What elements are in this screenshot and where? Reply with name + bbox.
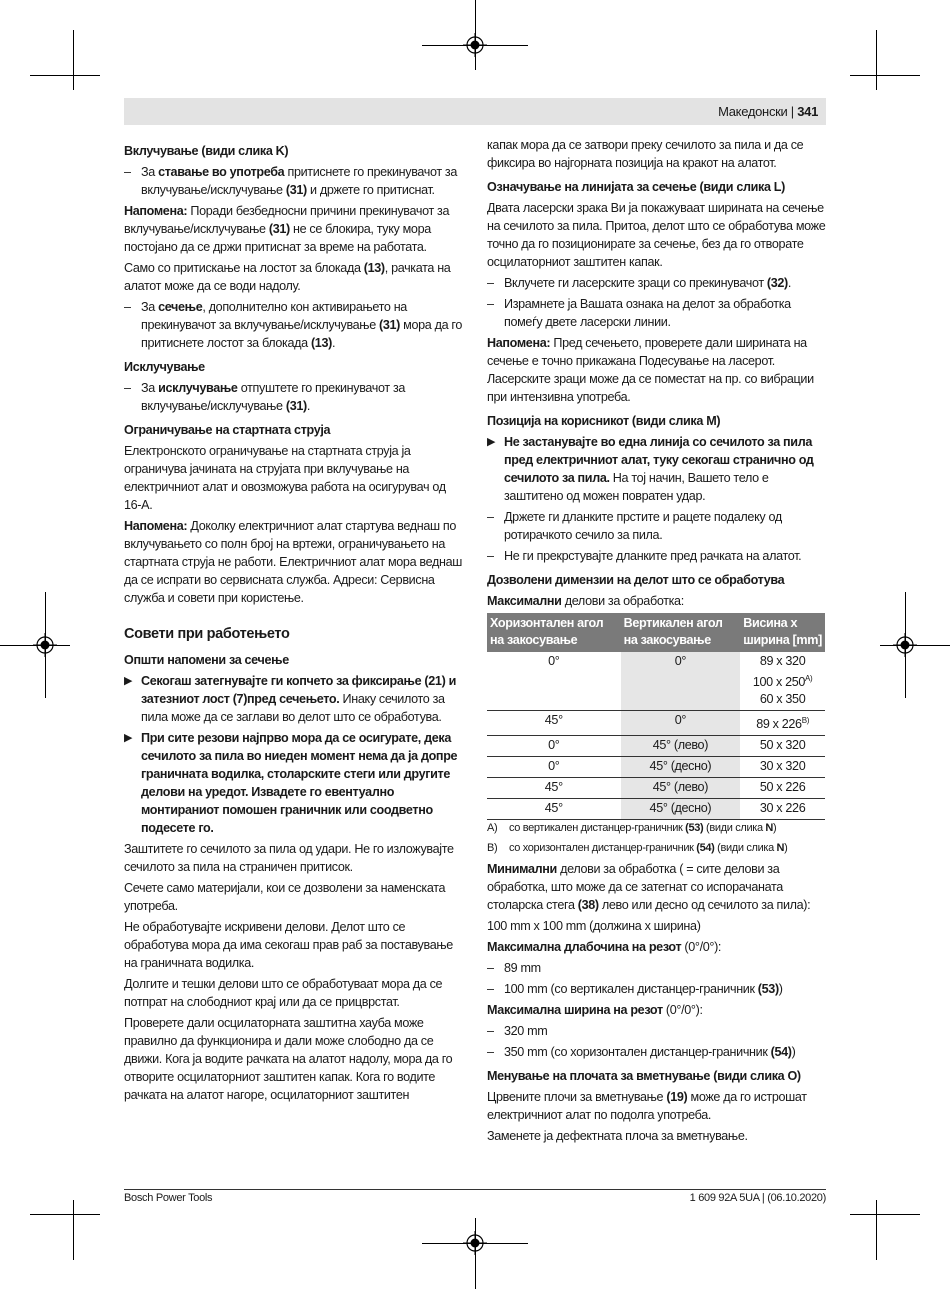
dash-list-item [487,1022,827,1040]
text-run: со хоризонтален дистанцер-граничник [509,842,697,855]
section-heading [124,625,464,643]
dimension-cell [740,711,825,736]
text-run: со вертикален дистанцер-граничник [509,822,686,835]
paragraph [487,860,827,914]
bold-text: N [776,842,785,855]
text-run: За [141,165,159,179]
text-run: Совети при работењето [124,626,290,642]
dash-list-item [487,295,827,331]
bold-text: (54) [770,1045,792,1060]
right-column [487,136,827,1148]
dimension-text: 89 x 226 [756,717,802,732]
table-row [487,652,825,711]
text-run: Доколку електричниот алат стартува веднаш по вклучувањето со полн број на вртежи, ограничувањето на стартната струја не работи. Електричниот алат мора веднаш да се испрати во сервисната служба. Адреси: Сервисна служба и совети при користење. [124,519,462,605]
bold-text: (31) [285,183,307,197]
footnote-key: A) [487,822,498,835]
bold-text: Максимални [487,594,562,608]
paragraph [487,917,827,935]
text-run: делови за обработка: [561,594,684,608]
text-run: ) [784,842,788,855]
bold-text: сечење [158,300,203,314]
horizontal-angle-cell: 0° [487,757,621,778]
text-run: (0°/0°): [681,940,722,955]
dimension-text: 30 x 226 [759,801,806,816]
text-run: Вклучување (види слика K) [124,144,289,158]
text-run: делови за обработка ( = сите делови за обработка, што може да се затегнат со испорачаната столарска стега [487,862,783,913]
table-header-cell: Висина x ширина [mm] [740,613,825,652]
dimension-cell [740,778,825,799]
warning-item [124,729,464,837]
section-heading [124,651,464,669]
bold-text: Напомена: [487,336,551,350]
bold-text: Максимална длабочина на резот [487,940,682,955]
bold-text: (13) [310,336,332,350]
text-run: Поради безбедносни причини прекинувачот за вклучување/исклучување [124,204,450,236]
dash-list-item [487,1043,827,1061]
footer-brand: Bosch Power Tools [124,1192,213,1204]
crop-mark-line [850,75,920,76]
footer-doc-id: 1 609 92A 5UA | (06.10.2020) [689,1192,826,1204]
paragraph [124,202,464,256]
horizontal-angle-cell: 45° [487,711,621,736]
bold-text: (38) [577,898,599,913]
text-run: 100 mm x 100 mm (должина x ширина) [487,919,701,934]
dash-list-item [124,379,464,415]
table-footnote [487,840,827,857]
bold-text: (53) [757,982,779,997]
left-column [124,136,464,1107]
dimension-value [743,758,822,775]
paragraph [124,442,464,514]
section-heading [487,412,827,430]
text-run: (види слика [714,842,777,855]
paragraph [124,918,464,972]
dash-list-item [487,274,827,292]
vertical-angle-cell: 0° [621,711,741,736]
horizontal-angle-cell: 0° [487,736,621,757]
paragraph [487,1001,827,1019]
dimension-text: 60 x 350 [759,692,806,707]
bold-text: Минимални [487,862,557,877]
table-row [487,778,825,799]
arrow-bullet-icon: ▶ [487,436,496,448]
text-run: Долгите и тешки делови што се обработуваат мора да се потпрат на слободниот крај или да се прицврстат. [124,977,443,1009]
text-run: Двата ласерски зрака Ви ја покажуваат ширината на сечење на сечилото за пила. Притоа, делот што се обработува може точно да го позиционирате за сечење, без да го отворате осцилаторниот заштитен капак. [487,201,826,269]
page-number: 341 [797,104,818,119]
text-run: ) [773,822,777,835]
text-run: Инаку сечилото за пила може да се заглави во делот што се обработува. [141,692,445,724]
text-run: Менување на плочата за вметнување (види слика O) [487,1069,801,1084]
vertical-angle-cell: 45° (лево) [621,736,741,757]
text-run: Позиција на корисникот (види слика M) [487,414,721,428]
bold-text: Напомена: [124,204,188,218]
bold-text: Максимална ширина на резот [487,1003,663,1018]
text-run: 100 mm (со вертикален дистанцер-граничник [504,982,758,997]
text-run: Електронското ограничување на стартната струја ја ограничува јачината на струјата при вклучување на електричниот алат и овозможува работа на осигурувач од 16-A. [124,444,446,512]
bold-text: (19) [666,1090,688,1105]
paragraph [487,592,827,610]
footer-divider [124,1189,826,1190]
dimension-text: 30 x 320 [759,759,806,774]
text-run: Сечете само материјали, кои се дозволени за наменската употреба. [124,881,446,913]
text-run: Општи напомени за сечење [124,653,289,667]
table-header-cell: Хоризонтален агол на закосување [487,613,621,652]
dimension-cell [740,757,825,778]
text-run: и држете го притиснат. [306,183,435,197]
bold-text: исклучување [158,381,238,395]
registration-target-icon [463,33,487,57]
vertical-angle-cell: 45° (лево) [621,778,741,799]
dimension-text: 50 x 226 [759,780,806,795]
warning-item [487,433,827,505]
text-run: 89 mm [504,961,541,976]
paragraph [487,1127,827,1145]
arrow-bullet-icon: ▶ [124,732,133,744]
horizontal-angle-cell: 45° [487,778,621,799]
bold-text: (31) [379,318,400,332]
bold-text: N [765,822,774,835]
text-run: (0°/0°): [662,1003,703,1018]
text-run: , рачката на алатот може да се води надолу. [124,261,451,293]
paragraph [487,938,827,956]
footnote-key: B) [487,842,498,855]
text-run: Држете ги дланките прстите и рацете подалеку од ротирачкото сечило за пила. [504,510,782,542]
crop-mark-line [876,30,877,90]
text-run: Израмнете ја Вашата ознака на делот за обработка помеѓу двете ласерски линии. [504,297,791,329]
bold-text: (31) [268,222,290,236]
table-header-row [487,613,825,652]
text-run: не се блокира, туку мора постојано да се држи притиснат за време на работата. [124,222,431,254]
horizontal-angle-cell: 45° [487,799,621,820]
text-run: Црвените плочи за вметнување [487,1090,667,1105]
registration-target-icon [463,1231,487,1255]
text-run: Проверете дали осцилаторната заштитна хауба може правилно да функционира и дали може слободно да се движи. Кога ја водите рачката на алатот надолу, мора да го отворите осцилаторниот заштитен капак. Кога го водите рачката на алатот нагоре, осцилаторниот заштитен [124,1016,453,1102]
paragraph [487,136,827,172]
crop-mark-line [876,1200,877,1260]
bold-text: (53) [685,822,704,835]
dash-list-item [487,980,827,998]
text-run: Означување на линијата за сечење (види слика L) [487,180,785,194]
text-run: може да го истрошат електричниот алат по подолга употреба. [487,1090,807,1123]
crop-mark-line [30,75,100,76]
bold-text: Секогаш затегнувајте ги копчето за фиксирање (21) и затезниот лост (7)пред сечењето. [141,674,456,706]
text-run: . [306,399,311,413]
table-row [487,711,825,736]
paragraph [487,1088,827,1124]
crop-mark-line [73,1200,74,1260]
table-header-cell: Вертикален агол на закосување [621,613,741,652]
text-run: За [141,300,159,314]
text-run: Заштитете го сечилото за пила од удари. Не го изложувајте сечилото за пила на страничен притисок. [124,842,454,874]
dimension-value [743,691,822,708]
vertical-angle-cell: 0° [621,652,741,711]
text-run: На тој начин, Вашето тело е заштитено од можен повратен удар. [504,471,769,503]
bold-text: Напомена: [124,519,188,533]
page-header: Македонски | 341 [124,98,826,125]
table-row [487,757,825,778]
vertical-angle-cell: 45° (десно) [621,799,741,820]
dimension-value [743,779,822,796]
registration-target-icon [893,633,917,657]
text-run: Вклучете ги ласерските зраци со прекинувачот [504,276,767,290]
table-row [487,799,825,820]
arrow-bullet-icon: ▶ [124,675,133,687]
text-run: ) [778,982,783,997]
text-run: За [141,381,159,395]
dimension-text: 50 x 320 [759,738,806,753]
text-run: лево или десно од сечилото за пила): [598,898,811,913]
crop-mark-line [30,1214,100,1215]
paragraph [124,517,464,607]
warning-item [124,672,464,726]
text-run: Пред сечењето, проверете дали ширината на сечење е точно прикажана Подесување на ласерот. Ласерските зраци може да се поместат на пр. со вибрации при интензивна употреба. [487,336,814,404]
text-run: притиснете го прекинувачот за вклучување/исклучување [141,165,458,197]
dash-list-item [124,163,464,199]
text-run: (види слика [703,822,766,835]
paragraph [124,259,464,295]
text-run: Не ги прекрстувајте дланките пред рачката на алатот. [504,549,802,563]
bold-text: (32) [766,276,788,290]
paragraph [487,199,827,271]
bold-text: (31) [285,399,307,413]
section-heading [487,1067,827,1085]
dash-list-item [487,508,827,544]
text-run: Не обработувајте искривени делови. Делот што се обработува мора да има секогаш прав раб за поставување на граничната водилка. [124,920,453,970]
dimension-value [743,670,822,691]
section-heading [124,421,464,439]
dash-list-item [487,547,827,565]
horizontal-angle-cell: 0° [487,652,621,711]
text-run: Ограничување на стартната струја [124,423,331,437]
text-run: Заменете ја дефектната плоча за вметнување. [487,1129,748,1144]
vertical-angle-cell: 45° (десно) [621,757,741,778]
text-run: Само со притискање на лостот за блокада [124,261,364,275]
footnote-ref: B) [801,716,810,726]
table-footnote [487,820,827,837]
text-run: отпуштете го прекинувачот за вклучување/исклучување [141,381,406,413]
section-heading [487,178,827,196]
text-run: Исклучување [124,360,205,374]
text-run: . [787,276,792,290]
bold-text: При сите резови најпрво мора да се осигурате, дека сечилото за пила во ниеден момент нема да ја допре граничната водилка, столарските стеги или другите делови на уредот. Извадете го евентуално монтираниот помошен граничник или соодветно подесете го. [141,731,458,835]
bold-text: (13) [363,261,385,275]
bold-text: (54) [696,842,715,855]
crop-mark-line [850,1214,920,1215]
header-language: Македонски [718,104,788,119]
footnote-ref: A) [805,674,813,683]
table-row [487,736,825,757]
text-run: . [331,336,336,350]
registration-target-icon [33,633,57,657]
paragraph [487,334,827,406]
dimensions-table [487,613,825,820]
text-run: ) [791,1045,796,1060]
bold-text: ставање во употреба [158,165,285,179]
paragraph [124,975,464,1011]
dimension-cell [740,736,825,757]
text-run: мора да го притиснете лостот за блокада [141,318,462,350]
dimension-value [743,737,822,754]
dimension-value [743,653,822,670]
text-run: Дозволени димензии на делот што се обработува [487,573,785,587]
text-run: 320 mm [504,1024,548,1039]
dimension-cell [740,799,825,820]
section-heading [124,358,464,376]
dimension-cell [740,652,825,711]
section-heading [124,142,464,160]
paragraph [124,879,464,915]
crop-mark-line [73,30,74,90]
dash-list-item [487,959,827,977]
text-run: 350 mm (со хоризонтален дистанцер-граничник [504,1045,771,1060]
paragraph [124,1014,464,1104]
dimension-value [743,712,822,733]
dimension-text: 89 x 320 [759,654,806,668]
text-run: , дополнително кон активирањето на прекинувачот за вклучување/исклучување [141,300,407,332]
section-heading [487,571,827,589]
bold-text: Не застанувајте во една линија со сечилото за пила пред електричниот алат, туку секогаш странично од сечилото за пила. [504,435,814,485]
dash-list-item [124,298,464,352]
dimension-text: 100 x 250 [752,675,806,690]
dimension-value [743,800,822,817]
paragraph [124,840,464,876]
text-run: капак мора да се затвори преку сечилото за пила и да се фиксира во најгорната позиција на кракот на алатот. [487,138,804,170]
